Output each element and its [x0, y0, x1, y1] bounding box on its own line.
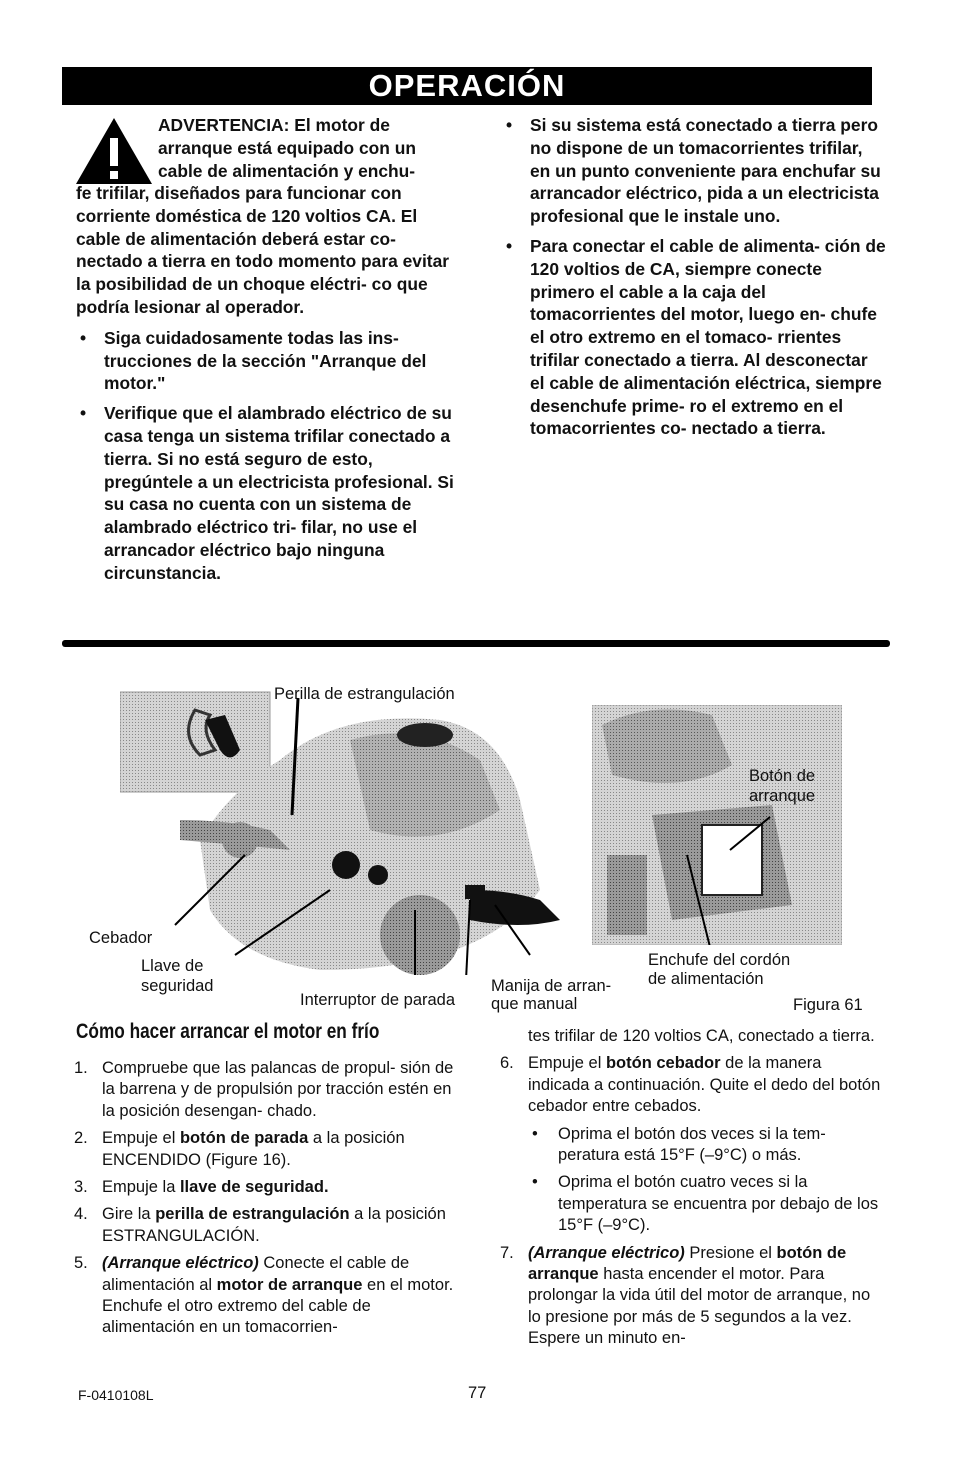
list-item: 2. Empuje el botón de parada a la posición ENCENDIDO (Figure 16).	[74, 1129, 405, 1169]
cord-plug-label-1: Enchufe del cordón	[648, 951, 791, 969]
warning-body	[76, 182, 458, 592]
warning-lead: ADVERTENCIA: El motor de arranque está equipado con un cable de alimentación y enchu-	[158, 115, 417, 181]
safety-key-label-1: Llave de	[141, 957, 204, 975]
warning-bullet: • Verifique que el alambrado eléctrico de su casa tenga un sistema trifilar conectado a tierra. Si no está seguro de esto, pregúntele a un electricista profesional. Si su casa no cuenta con un sistema de alambrado eléctrico tri- filar, no use el arrancador eléctrico bajo ninguna circunstancia.	[80, 403, 454, 583]
stop-switch-label: Interruptor de parada	[300, 991, 456, 1009]
warning-bullet: • Siga cuidadosamente todas las ins- trucciones de la sección "Arranque del motor."	[80, 327, 427, 394]
list-item: 3. Empuje la llave de seguridad.	[74, 1178, 329, 1197]
list-item: 7. (Arranque eléctrico) Presione el botón de arranque hasta encender el motor. Para prolongar la vida útil del motor de arranque, no lo presione por más de 5 segundos a la vez. Espere un minuto en-	[500, 1243, 871, 1348]
warning-bullet: • Para conectar el cable de alimenta- ción de 120 voltios de CA, siempre conecte primero el cable a la caja del tomacorrientes del motor, luego en- chufe el otro extremo en el tomaco- rrientes trifilar conectado a tierra. Al desconectar el cable de alimentación eléctrica, siempre desenchufe prime- ro el extremo en el tomacorrientes co- nectado a tierra.	[506, 235, 886, 439]
warning-right-column	[502, 114, 886, 447]
starter-button-label-1: Botón de	[749, 767, 816, 785]
list-item: 5. (Arranque eléctrico) Conecte el cable de alimentación al motor de arranque en el motor. Enchufe el otro extremo del cable de alimentación en un tomacorrien-	[74, 1254, 454, 1337]
manual-handle-label-2: que manual	[491, 995, 578, 1013]
list-item: 1. Compruebe que las palancas de propul- sión de la barrena y de propulsión por tracción estén en la posición desengan- chado.	[74, 1059, 454, 1120]
sub-bullet: • Oprima el botón cuatro veces si la temperatura se encuentra por debajo de los 15°F (–9°C).	[532, 1173, 879, 1235]
starter-illustration	[592, 705, 842, 945]
page-title-banner: OPERACIÓN	[62, 67, 872, 105]
steps-left-column	[74, 1058, 464, 1345]
section-heading: Cómo hacer arrancar el motor en frío	[76, 1020, 380, 1043]
warning-bullet: • Si su sistema está conectado a tierra pero no dispone de un tomacorrientes trifilar, en un punto conveniente para enchufar su arrancador eléctrico, pida a un electricista profesional que le instale uno.	[506, 115, 881, 227]
safety-key-label-2: seguridad	[141, 977, 214, 995]
page-number: 77	[468, 1384, 487, 1402]
engine-illustration	[120, 680, 580, 975]
steps-right-column	[500, 1026, 885, 1356]
list-item-continuation: tes trifilar de 120 voltios CA, conectado a tierra.	[528, 1027, 875, 1045]
document-code: F-0410108L	[78, 1387, 154, 1403]
choke-knob-label: Perilla de estrangulación	[274, 685, 455, 703]
sub-bullet: • Oprima el botón dos veces si la tem- peratura está 15°F (–9°C) o más.	[532, 1124, 826, 1165]
list-item: 4. Gire la perilla de estrangulación a la posición ESTRANGULACIÓN.	[74, 1205, 446, 1245]
figure-caption: Figura 61	[793, 996, 863, 1014]
section-divider	[62, 640, 890, 647]
manual-handle-label-1: Manija de arran-	[491, 977, 612, 995]
starter-button-label-2: arranque	[749, 787, 816, 805]
primer-label: Cebador	[89, 929, 153, 947]
list-item: 6. Empuje el botón cebador de la manera indicada a continuación. Quite el dedo del botón cebador entre cebados.	[500, 1054, 881, 1116]
warning-paragraph: fe trifilar, diseñados para funcionar con corriente doméstica de 120 voltios CA. El cable de alimentación deberá estar co- nectado a tierra en todo momento para evitar la posibilidad de un choque eléctri- co que podría lesionar al operador.	[76, 183, 450, 317]
warning-triangle-icon	[74, 116, 154, 186]
cord-plug-label-2: de alimentación	[648, 970, 764, 988]
